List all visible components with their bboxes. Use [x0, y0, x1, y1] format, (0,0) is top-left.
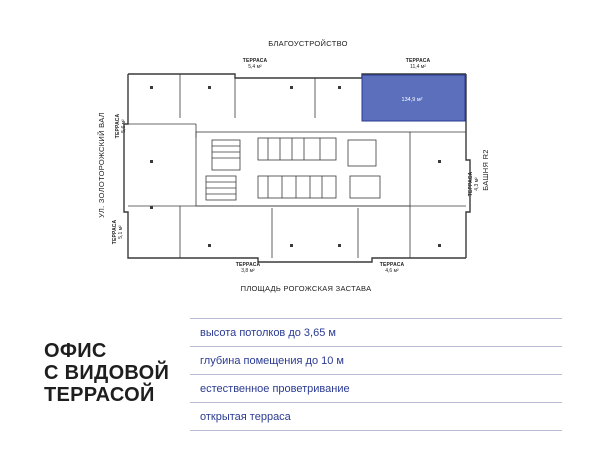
- feature-text: открытая терраса: [200, 411, 291, 423]
- terrace-label: ТЕРРАСА: [235, 262, 261, 268]
- terrace-bottom-left: [236, 262, 261, 274]
- feature-row: [190, 402, 562, 431]
- street-label-bottom: ПЛОЩАДЬ РОГОЖСКАЯ ЗАСТАВА: [240, 284, 372, 293]
- feature-row: [190, 346, 562, 374]
- feature-row: [190, 318, 562, 346]
- terrace-label: ТЕРРАСА: [115, 113, 121, 139]
- feature-text: естественное проветривание: [200, 383, 350, 395]
- terrace-top-right: [406, 58, 431, 70]
- terrace-label: ТЕРРАСА: [379, 262, 405, 268]
- terrace-left-lower: [112, 220, 124, 245]
- title-line: С ВИДОВОЙ: [44, 362, 170, 384]
- terrace-bottom-right: [380, 262, 405, 274]
- terrace-area: 3,8 м²: [241, 268, 255, 274]
- terrace-label: ТЕРРАСА: [405, 58, 431, 64]
- terrace-label: ТЕРРАСА: [242, 58, 268, 64]
- title-line: ТЕРРАСОЙ: [44, 384, 155, 406]
- feature-text: высота потолков до 3,65 м: [200, 327, 336, 339]
- terrace-area: 5,4 м²: [248, 64, 262, 70]
- street-label-right: БАШНЯ R2: [481, 149, 490, 191]
- highlight-office[interactable]: [362, 75, 465, 121]
- feature-row: [190, 374, 562, 402]
- terrace-area: 4,6 м²: [385, 268, 399, 274]
- street-label-top: БЛАГОУСТРОЙСТВО: [268, 39, 348, 48]
- terrace-label: ТЕРРАСА: [112, 219, 118, 245]
- terrace-label: ТЕРРАСА: [468, 171, 474, 197]
- terrace-left-upper: [115, 114, 127, 139]
- highlight-office-area: 134,9 м²: [401, 97, 423, 103]
- terrace-area: 5,1 м²: [118, 225, 124, 239]
- street-label-left: УЛ. ЗОЛОТОРОЖСКИЙ ВАЛ: [97, 112, 106, 218]
- page-title: [44, 340, 194, 406]
- title-line: ОФИС: [44, 340, 107, 362]
- feature-text: глубина помещения до 10 м: [200, 355, 344, 367]
- terrace-area: 11,4 м²: [410, 64, 426, 70]
- building-core: [196, 132, 410, 206]
- terrace-area: 5,6 м²: [121, 119, 127, 133]
- features-list: [190, 318, 562, 431]
- terrace-top-left: [243, 58, 268, 70]
- terrace-area: 4,3 м²: [474, 177, 480, 191]
